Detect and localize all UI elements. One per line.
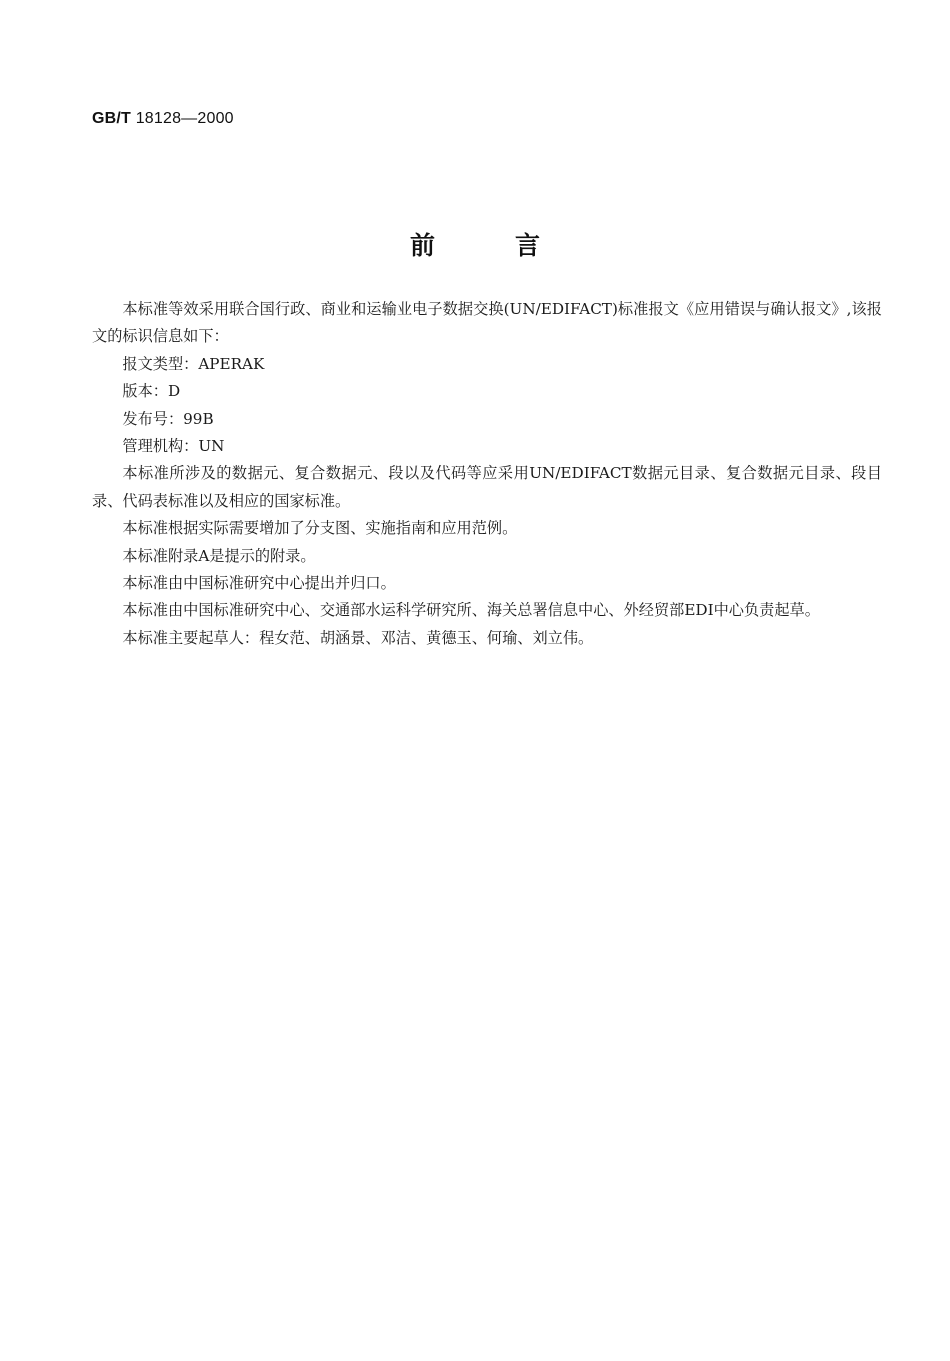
- standard-prefix: GB/T: [92, 110, 132, 127]
- paragraph-version: 版本：D: [122, 382, 181, 401]
- paragraph-appendix: 本标准附录A是提示的附录。: [122, 546, 316, 565]
- standard-code: [92, 110, 234, 128]
- paragraph-agency: 管理机构：UN: [122, 437, 225, 456]
- paragraph-drafters-org: 本标准由中国标准研究中心、交通部水运科学研究所、海关总署信息中心、外经贸部EDI中心负责起草。: [122, 601, 820, 620]
- paragraph-proposer: 本标准由中国标准研究中心提出并归口。: [122, 574, 396, 593]
- paragraph-release: 发布号：99B: [122, 409, 214, 428]
- page-title: 前言: [409, 231, 620, 260]
- foreword-body: [92, 296, 882, 652]
- paragraph-drafters: 本标准主要起草人：程女范、胡涵景、邓洁、黄德玉、何瑜、刘立伟。: [122, 628, 594, 647]
- standard-number: 18128—2000: [135, 110, 234, 127]
- paragraph-adoption: 本标准等效采用联合国行政、商业和运输业电子数据交换(UN/EDIFACT)标准报文《应用错误与确认报文》,该报文的标识信息如下：: [92, 300, 882, 346]
- paragraph-message-type: 报文类型：APERAK: [122, 354, 265, 373]
- paragraph-additions: 本标准根据实际需要增加了分支图、实施指南和应用范例。: [122, 519, 518, 538]
- paragraph-data-elements: 本标准所涉及的数据元、复合数据元、段以及代码等应采用UN/EDIFACT数据元目录、复合数据元目录、段目录、代码表标准以及相应的国家标准。: [92, 464, 882, 510]
